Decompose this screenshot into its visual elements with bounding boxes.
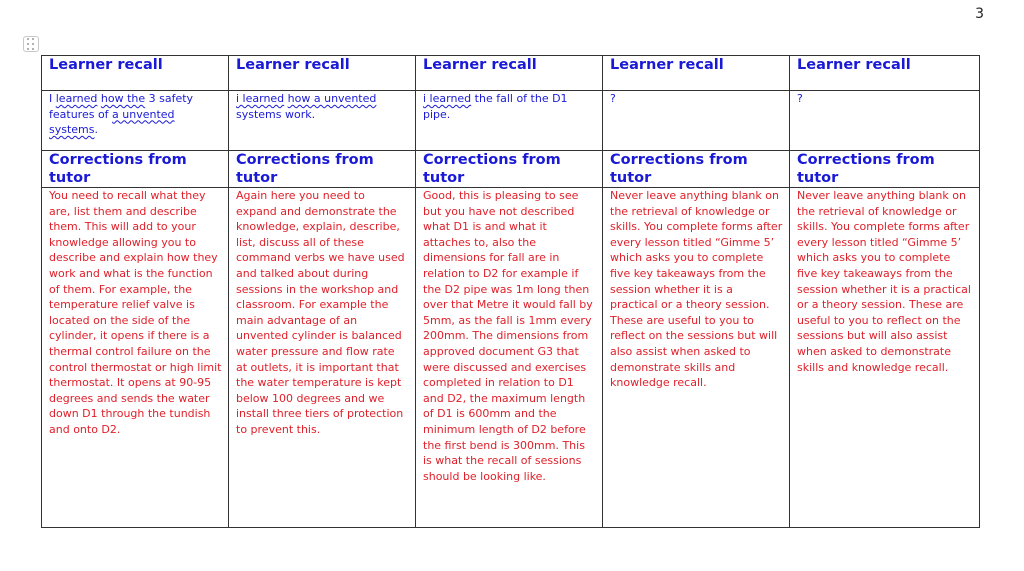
corrections-header-4: Corrections from tutor	[603, 151, 790, 188]
tutor-correction-cell-1[interactable]: You need to recall what they are, list them and describe them. This will add to your knowledge allowing you to describe and explain how they work and what is the function of them. For example, the temperature relief valve is located on the side of the cylinder, it opens if there is a thermal control failure on the control thermostat or high limit thermostat. It opens at 90-95 degrees and sends the water down D1 through the tundish and onto D2.	[42, 188, 229, 528]
learner-recall-cell-2[interactable]	[229, 91, 416, 151]
learner-recall-header-row	[42, 56, 980, 91]
learner-recall-cell-3[interactable]	[416, 91, 603, 151]
learner-recall-cell-1[interactable]	[42, 91, 229, 151]
tutor-correction-cell-5[interactable]: Never leave anything blank on the retrieval of knowledge or skills. You complete forms after every lesson titled “Gimme 5’ which asks you to complete five key takeaways from the session whether it is a practical or a theory session. These are useful to you to reflect on the sessions but will also assist when asked to demonstrate skills and knowledge recall.	[790, 188, 980, 528]
corrections-header-2: Corrections from tutor	[229, 151, 416, 188]
learner-recall-header-1: Learner recall	[42, 56, 229, 91]
drag-handle-icon[interactable]	[23, 36, 39, 52]
learner-recall-header-4: Learner recall	[603, 56, 790, 91]
learner-recall-header-5: Learner recall	[790, 56, 980, 91]
learner-recall-row	[42, 91, 980, 151]
spelling-flag[interactable]: learned	[55, 92, 98, 105]
learner-recall-cell-4[interactable]: ?	[603, 91, 790, 151]
spelling-flag[interactable]: i learned	[423, 92, 472, 105]
spelling-flag[interactable]: a unvented systems	[49, 107, 175, 136]
tutor-correction-cell-2[interactable]: Again here you need to expand and demonstrate the knowledge, explain, describe, list, discuss all of these command verbs we have used and talked about during sessions in the workshop and classroom. For example the main advantage of an unvented cylinder is balanced water pressure and flow rate at outlets, it is important that the water temperature is kept below 100 degrees and we install three tiers of protection to prevent this.	[229, 188, 416, 528]
learner-text: the fall of the D1 pipe.	[423, 92, 568, 121]
learner-recall-header-3: Learner recall	[416, 56, 603, 91]
learner-recall-cell-5[interactable]: ?	[790, 91, 980, 151]
recall-table	[41, 55, 980, 528]
corrections-header-3: Corrections from tutor	[416, 151, 603, 188]
corrections-row	[42, 188, 980, 528]
spelling-flag[interactable]: how a unvented	[287, 92, 377, 105]
learner-recall-header-2: Learner recall	[229, 56, 416, 91]
learner-text: 3 safety features of	[49, 92, 194, 121]
tutor-correction-cell-3[interactable]: Good, this is pleasing to see but you have not described what D1 is and what it attaches to, also the dimensions for fall are in relation to D2 for example if the D2 pipe was 1m long then over that Metre it would fall by 5mm, as the fall is 1mm every 200mm. The dimensions from approved document G3 that were discussed and exercises completed in relation to D1 and D2, the maximum length of D1 is 600mm and the minimum length of D2 before the first bend is 300mm. This is what the recall of sessions should be looking like.	[416, 188, 603, 528]
corrections-header-5: Corrections from tutor	[790, 151, 980, 188]
learner-text: systems work.	[236, 107, 316, 121]
corrections-header-row	[42, 151, 980, 188]
learner-text: .	[94, 123, 98, 136]
tutor-correction-cell-4[interactable]: Never leave anything blank on the retrieval of knowledge or skills. You complete forms after every lesson titled “Gimme 5’ which asks you to complete five key takeaways from the session whether it is a practical or a theory session. These are useful to you to reflect on the sessions but will also assist when asked to demonstrate skills and knowledge recall.	[603, 188, 790, 528]
spelling-flag[interactable]: how the	[100, 92, 146, 105]
page-number: 3	[975, 6, 984, 22]
corrections-header-1: Corrections from tutor	[42, 151, 229, 188]
spelling-flag[interactable]: i learned	[236, 92, 285, 105]
learner-text: I	[49, 92, 56, 105]
